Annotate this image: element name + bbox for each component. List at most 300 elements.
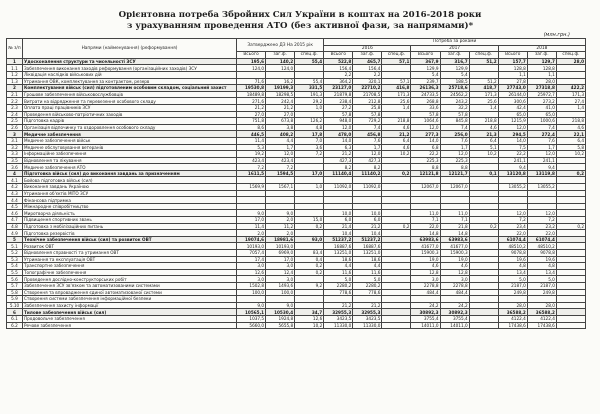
row-value: 456,8 (353, 131, 382, 138)
row-value: 218,8 (469, 118, 498, 125)
row-value (469, 322, 498, 329)
row-value (324, 177, 353, 184)
row-value (469, 190, 498, 197)
row-value: 8,6 (237, 124, 266, 131)
row-name: Тилове забезпечення військ (сил) (23, 309, 237, 316)
row-value: 51237,2 (324, 236, 353, 243)
row-value: 27318,8 (527, 85, 556, 92)
header-special-fund: спец.ф. (469, 52, 498, 59)
row-value (353, 203, 382, 210)
table-row (7, 322, 586, 329)
table-row (7, 124, 586, 131)
row-name: Створення системи забезпечення інформаційної безпеки (23, 296, 237, 303)
row-value: 1569,9 (237, 184, 266, 191)
row-value (556, 177, 585, 184)
header-general-fund: заг.ф. (440, 52, 469, 59)
row-value: 156,4 (324, 65, 353, 72)
row-value (295, 157, 324, 164)
row-value: 27743,0 (498, 85, 527, 92)
row-value: 17,0 (266, 256, 295, 263)
row-number: 5 (7, 236, 23, 243)
row-value: 4,4 (324, 263, 353, 270)
row-value: 427,3 (353, 157, 382, 164)
row-value (469, 256, 498, 263)
row-value: 19,2 (237, 151, 266, 158)
row-name: Забезпечення захисту інформації (23, 302, 237, 309)
table-row (7, 217, 586, 224)
row-value: 218,8 (556, 118, 585, 125)
row-value (469, 71, 498, 78)
row-value: 14,0 (411, 137, 440, 144)
row-value (469, 177, 498, 184)
row-name: Проведення військово-патріотичних заходів (23, 111, 237, 118)
row-name: Миротворча діяльність (23, 210, 237, 217)
table-row (7, 302, 586, 309)
row-value: 32,2 (440, 104, 469, 111)
row-value: 12,0 (353, 151, 382, 158)
row-value: 272,4 (527, 131, 556, 138)
row-value: 9,4 (527, 164, 556, 171)
row-value: 0,2 (469, 223, 498, 230)
row-value: 13251,0 (324, 250, 353, 257)
row-value: 29,2 (295, 98, 324, 105)
row-value (469, 217, 498, 224)
row-number: 2.3 (7, 104, 23, 111)
table-row (7, 243, 586, 250)
row-value (556, 250, 585, 257)
row-number: 5.3 (7, 256, 23, 263)
table-row (7, 256, 586, 263)
row-value (440, 197, 469, 204)
document-title (0, 10, 600, 32)
row-value: 427,3 (324, 157, 353, 164)
row-name: Забезпечення ЗСУ зв'язком та автоматизованими системами (23, 282, 237, 289)
row-value (469, 164, 498, 171)
row-value: 12067,0 (411, 184, 440, 191)
row-value (469, 65, 498, 72)
row-value (440, 190, 469, 197)
row-value: 8,2 (353, 164, 382, 171)
row-value: 10530,4 (266, 309, 295, 316)
row-value: 16887,6 (353, 243, 382, 250)
table-row (7, 104, 586, 111)
row-value: 8,8 (440, 164, 469, 171)
row-value (556, 236, 585, 243)
row-value: 2280,2 (324, 282, 353, 289)
row-value (556, 164, 585, 171)
row-value: 256,0 (440, 131, 469, 138)
row-value: 10,2 (469, 151, 498, 158)
row-value: 1,4 (382, 104, 411, 111)
table-row (7, 111, 586, 118)
row-value (556, 296, 585, 303)
table-row (7, 276, 586, 283)
row-number: 3.5 (7, 157, 23, 164)
row-value: 13,4 (527, 269, 556, 276)
row-value (237, 296, 266, 303)
row-value: 2280,2 (353, 282, 382, 289)
row-value (382, 296, 411, 303)
row-value: 4,4 (266, 137, 295, 144)
row-value: 11140,4 (324, 170, 353, 177)
row-value (556, 256, 585, 263)
row-value: 171,3 (382, 91, 411, 98)
row-number: 1.2 (7, 71, 23, 78)
row-value: 1,7 (353, 144, 382, 151)
row-value: 65,0 (527, 111, 556, 118)
row-value (382, 309, 411, 316)
row-value: 4,8 (295, 124, 324, 131)
row-value: 5,4 (440, 71, 469, 78)
row-value: 522,8 (324, 58, 353, 65)
row-value: 1594,5 (266, 170, 295, 177)
row-value: 1,4 (469, 104, 498, 111)
row-value: 93,0 (295, 236, 324, 243)
row-name: Медичне забезпечення АТО (23, 164, 237, 171)
row-value: 128,8 (498, 65, 527, 72)
header-special-fund: спец.ф. (295, 52, 324, 59)
row-value: 478,0 (324, 131, 353, 138)
budget-table (6, 38, 586, 329)
row-value (498, 203, 527, 210)
row-value: 6,4 (556, 137, 585, 144)
row-name: Оплата праці працівників ЗСУ (23, 104, 237, 111)
row-value: 19,6 (498, 256, 527, 263)
row-value (382, 243, 411, 250)
table-row (7, 289, 586, 296)
row-value (382, 164, 411, 171)
row-value (295, 230, 324, 237)
row-value: 12,0 (266, 151, 295, 158)
row-value: 5,0 (353, 276, 382, 283)
row-value: 12067,0 (440, 184, 469, 191)
row-value: 7,2 (295, 151, 324, 158)
header-total: Всього (237, 52, 266, 59)
row-number: 4.4 (7, 197, 23, 204)
row-number: 5.6 (7, 276, 23, 283)
row-value: 6,4 (382, 137, 411, 144)
row-value (556, 309, 585, 316)
row-number: 1.1 (7, 65, 23, 72)
row-value: 0,2 (295, 263, 324, 270)
row-number: 5.8 (7, 289, 23, 296)
row-value: 25,8 (353, 104, 382, 111)
row-value (469, 157, 498, 164)
row-value: 7,2 (527, 217, 556, 224)
row-value (469, 263, 498, 270)
row-value: 30892,3 (411, 309, 440, 316)
row-value: 11092,0 (353, 184, 382, 191)
row-value: 300,6 (498, 98, 527, 105)
row-value (556, 315, 585, 322)
row-value: 1493,6 (266, 282, 295, 289)
row-value: 11,6 (324, 269, 353, 276)
table-row (7, 170, 586, 177)
row-value (498, 177, 527, 184)
row-value: 25972,7 (527, 91, 556, 98)
row-number: 5.9 (7, 296, 23, 303)
row-value: 0,2 (556, 223, 585, 230)
row-value (382, 217, 411, 224)
row-value: 11330,0 (353, 322, 382, 329)
table-row (7, 58, 586, 65)
row-value: 3,0 (440, 276, 469, 283)
row-value: 57,8 (411, 111, 440, 118)
row-value: 9,2 (295, 282, 324, 289)
row-value: 5,8 (556, 144, 585, 151)
row-number: 5.2 (7, 250, 23, 257)
row-name: Ліквідація наслідків військових дій (23, 71, 237, 78)
header-need: Потреба за роками (324, 39, 586, 46)
row-value (382, 197, 411, 204)
row-number: 5.10 (7, 302, 23, 309)
row-value (382, 302, 411, 309)
title-line-2: з урахуванням проведення АТО (без активної фази, за напрямами)* (126, 21, 474, 31)
row-value: 12,0 (411, 124, 440, 131)
row-value: 4,6 (440, 263, 469, 270)
row-name: Забезпечення виконання заходів реформування (організаційних заходів) ЗСУ (23, 65, 237, 72)
row-value: 42,4 (498, 104, 527, 111)
row-value (266, 203, 295, 210)
row-value: 10565,1 (237, 309, 266, 316)
row-value (266, 177, 295, 184)
row-value (295, 177, 324, 184)
row-value: 57,8 (440, 111, 469, 118)
table-row (7, 131, 586, 138)
row-value: 41677,0 (440, 243, 469, 250)
table-row (7, 210, 586, 217)
row-value: 171,3 (469, 91, 498, 98)
row-value (382, 190, 411, 197)
row-value: 14011,0 (440, 322, 469, 329)
row-value (266, 197, 295, 204)
row-value: 6969,0 (266, 250, 295, 257)
row-value: 7,2 (498, 217, 527, 224)
row-value: 7,2 (237, 164, 266, 171)
row-value: 1064,6 (411, 118, 440, 125)
row-value: 14,8 (411, 230, 440, 237)
row-value: 25718,6 (440, 85, 469, 92)
row-value: 8,2 (324, 164, 353, 171)
row-value (469, 203, 498, 210)
row-value (237, 71, 266, 78)
row-value (237, 190, 266, 197)
row-value (469, 230, 498, 237)
row-value (382, 282, 411, 289)
header-special-fund: спец.ф. (556, 52, 585, 59)
row-value (527, 296, 556, 303)
header-year-2017: 2017 (411, 45, 498, 52)
row-value: 41,0 (527, 104, 556, 111)
row-value (556, 157, 585, 164)
row-value (353, 190, 382, 197)
row-value (295, 289, 324, 296)
row-name: Продовольче забезпечення (23, 315, 237, 322)
row-value: 0,2 (382, 170, 411, 177)
row-value: 0,2 (295, 269, 324, 276)
row-value: 484,4 (440, 289, 469, 296)
row-value: 2,2 (324, 71, 353, 78)
row-number: 4.2 (7, 184, 23, 191)
row-value: 12121,8 (411, 170, 440, 177)
row-value: 0,1 (469, 170, 498, 177)
row-value (382, 269, 411, 276)
row-value: 1,0 (295, 184, 324, 191)
header-no: № з/п (7, 39, 23, 59)
header-name: Напрями (найменування) (реформування) (23, 39, 237, 59)
row-value: 17438,6 (527, 322, 556, 329)
row-value: 24,2 (411, 302, 440, 309)
row-value (411, 190, 440, 197)
row-value: 28,0 (527, 78, 556, 85)
row-value: 22,0 (498, 230, 527, 237)
row-number: 4.3 (7, 190, 23, 197)
row-value: 423,4 (266, 157, 295, 164)
row-value: 3,0 (411, 276, 440, 283)
row-value: 126,2 (295, 118, 324, 125)
header-total: Всього (324, 52, 353, 59)
row-number: 4.1 (7, 177, 23, 184)
table-row (7, 144, 586, 151)
row-value: 9,4 (498, 164, 527, 171)
row-value: 12121,7 (440, 170, 469, 177)
row-value: 3755,4 (440, 315, 469, 322)
row-number: 2.2 (7, 98, 23, 105)
row-value (556, 71, 585, 78)
row-name: Організація відпочинку та оздоровлення особового складу (23, 124, 237, 131)
row-value (527, 190, 556, 197)
row-value: 2187,0 (527, 282, 556, 289)
row-value (266, 71, 295, 78)
row-value (469, 197, 498, 204)
row-value: 11,4 (237, 223, 266, 230)
row-value: 28,0 (527, 302, 556, 309)
row-value: 22710,2 (353, 85, 382, 92)
row-value: 12,0 (440, 151, 469, 158)
row-value: 271,6 (237, 98, 266, 105)
row-value: 3,0 (237, 276, 266, 283)
row-value (556, 269, 585, 276)
row-name: Витрати на відрядження та перевезення особового складу (23, 98, 237, 105)
row-value: 4,6 (411, 263, 440, 270)
row-value: 320,1 (353, 78, 382, 85)
row-name: Технічне забезпечення військ (сил) та розвиток ОВТ (23, 236, 237, 243)
row-value: 3,0 (266, 276, 295, 283)
row-value: 948,0 (324, 118, 353, 125)
table-row (7, 137, 586, 144)
row-value: 1,7 (266, 144, 295, 151)
row-value (237, 203, 266, 210)
row-value: 778,6 (353, 289, 382, 296)
row-value (382, 177, 411, 184)
row-value: 28,0 (556, 58, 585, 65)
row-value: 51,2 (469, 58, 498, 65)
row-value: 11,6 (353, 269, 382, 276)
row-value: 27,4 (556, 98, 585, 105)
row-value (556, 197, 585, 204)
row-value (295, 276, 324, 283)
row-value: 14011,0 (411, 322, 440, 329)
row-value: 1000,6 (527, 118, 556, 125)
table-row (7, 282, 586, 289)
row-value: 55,4 (295, 58, 324, 65)
row-value: 17,0 (295, 170, 324, 177)
row-value (556, 65, 585, 72)
row-number: 2.4 (7, 111, 23, 118)
row-value: 7,4 (527, 124, 556, 131)
row-value: 2187,0 (498, 282, 527, 289)
row-name: Медичне забезпечення (23, 131, 237, 138)
row-value: 239,7 (411, 78, 440, 85)
row-number: 4.5 (7, 203, 23, 210)
row-value: 24,2 (440, 302, 469, 309)
row-value: 6,3 (324, 144, 353, 151)
row-value: 225,3 (411, 157, 440, 164)
row-name: Грошове забезпечення військовослужбовців (23, 91, 237, 98)
row-value: 4,6 (556, 124, 585, 131)
row-value: 249,8 (498, 289, 527, 296)
row-value (382, 203, 411, 210)
row-value: 71,6 (237, 78, 266, 85)
row-value: 4,8 (498, 263, 527, 270)
row-value (556, 230, 585, 237)
row-value (469, 184, 498, 191)
row-value (295, 243, 324, 250)
row-value (556, 263, 585, 270)
row-value: 171,3 (556, 91, 585, 98)
row-value (411, 296, 440, 303)
row-value: 36588,2 (527, 309, 556, 316)
row-value (324, 296, 353, 303)
row-value: 1,1 (498, 71, 527, 78)
row-value: 367,9 (411, 58, 440, 65)
row-value: 51,2 (469, 78, 498, 85)
row-value: 16887,6 (324, 243, 353, 250)
row-value: 13055,2 (498, 184, 527, 191)
row-value: 7,0 (295, 137, 324, 144)
row-value: 268,8 (411, 98, 440, 105)
row-value (295, 302, 324, 309)
row-value: 61074,4 (527, 236, 556, 243)
row-value: 484,4 (411, 289, 440, 296)
row-value: 57,1 (382, 58, 411, 65)
row-number: 1 (7, 58, 23, 65)
row-value: 316,7 (440, 58, 469, 65)
row-value: 12,0 (527, 151, 556, 158)
row-value: 195,6 (237, 58, 266, 65)
row-value: 21,2 (382, 131, 411, 138)
row-value: 3423,5 (353, 315, 382, 322)
table-row (7, 157, 586, 164)
row-value: 7,6 (527, 137, 556, 144)
row-value: 1,7 (440, 144, 469, 151)
table-row (7, 197, 586, 204)
row-value: 7057,4 (237, 250, 266, 257)
row-value: 4,6 (469, 124, 498, 131)
row-value: 416,8 (382, 85, 411, 92)
row-value (295, 203, 324, 210)
row-value: 6,4 (469, 137, 498, 144)
row-value: 4,6 (382, 144, 411, 151)
row-value: 32955,3 (324, 309, 353, 316)
row-value: 12,0 (527, 210, 556, 217)
row-value: 21,2 (324, 302, 353, 309)
row-value: 21,2 (353, 223, 382, 230)
row-value: 30892,3 (440, 309, 469, 316)
row-value: 26136,3 (411, 85, 440, 92)
row-value: 63983,6 (440, 236, 469, 243)
header-special-fund: спец.ф. (382, 52, 411, 59)
